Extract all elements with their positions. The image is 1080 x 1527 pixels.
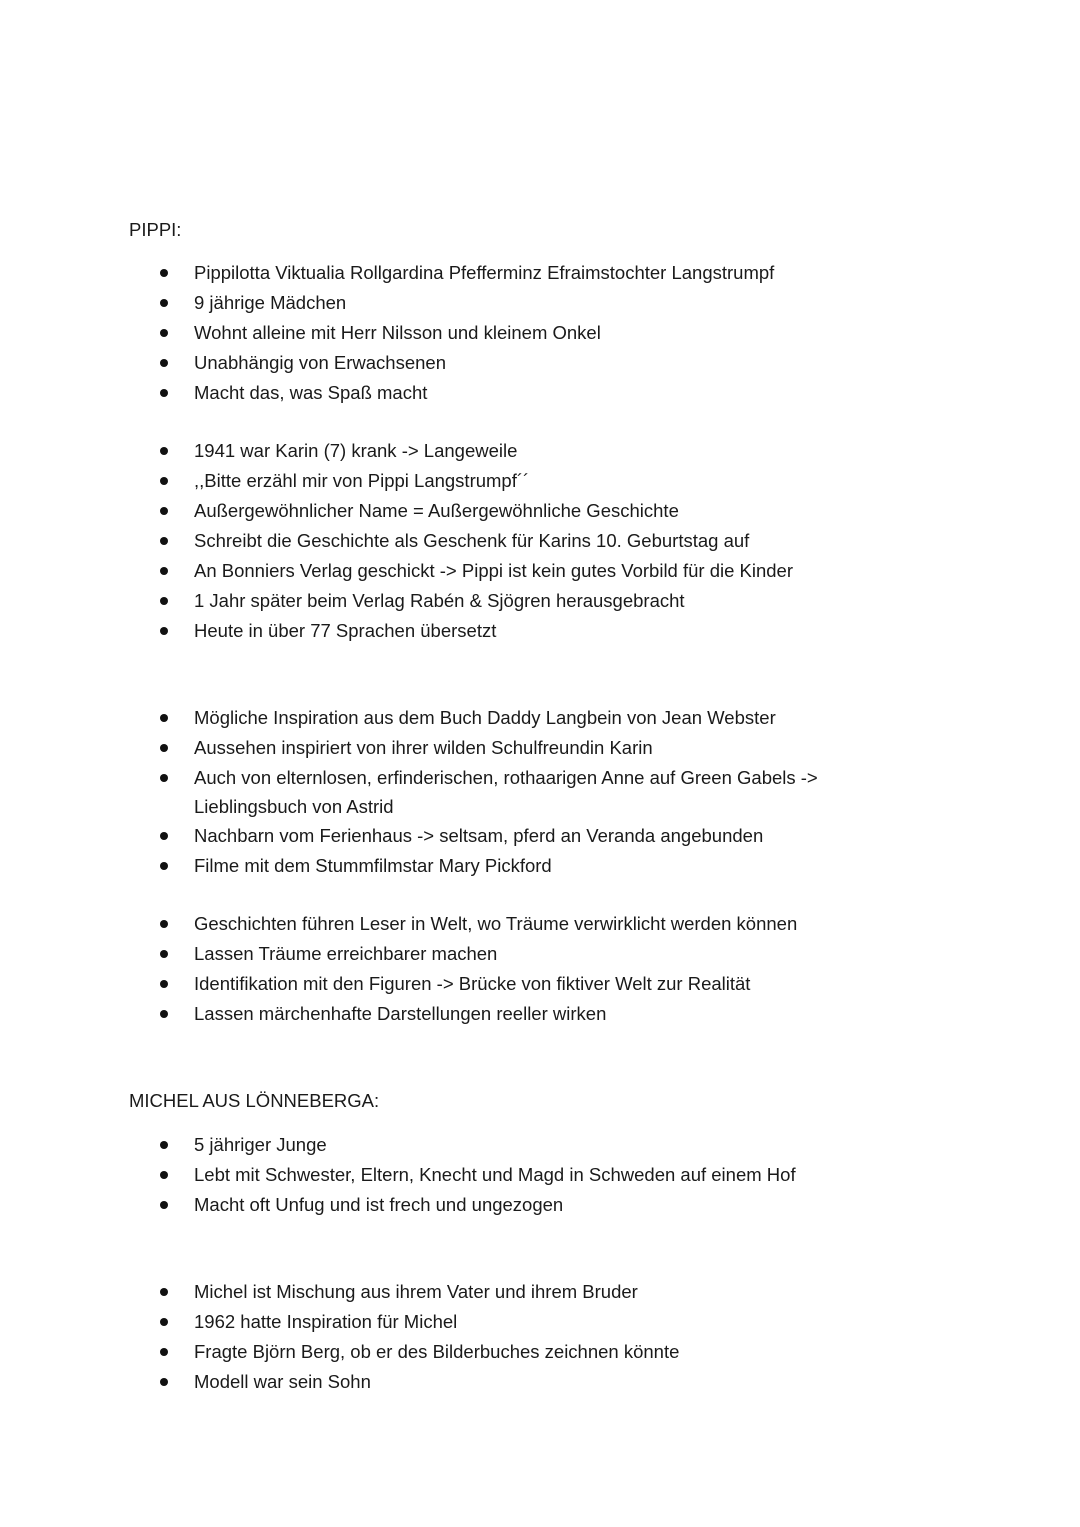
bullet-icon xyxy=(160,774,168,782)
bullet-icon xyxy=(160,1010,168,1018)
list-item: Michel ist Mischung aus ihrem Vater und ihrem Bruder xyxy=(0,1277,884,1307)
list-item: ,,Bitte erzähl mir von Pippi Langstrumpf´´ xyxy=(0,466,884,496)
bullet-icon xyxy=(160,950,168,958)
list-item: Lassen Träume erreichbarer machen xyxy=(0,939,884,969)
bullet-icon xyxy=(160,1318,168,1326)
bullet-icon xyxy=(160,1288,168,1296)
bullet-list-pippi-2 xyxy=(0,436,1080,646)
bullet-list-pippi-1 xyxy=(0,258,1080,408)
bullet-icon xyxy=(160,329,168,337)
bullet-icon xyxy=(160,269,168,277)
bullet-icon xyxy=(160,1378,168,1386)
bullet-icon xyxy=(160,714,168,722)
list-item: 1941 war Karin (7) krank -> Langeweile xyxy=(0,436,884,466)
bullet-icon xyxy=(160,1171,168,1179)
section-heading-michel: MICHEL AUS LÖNNEBERGA: xyxy=(129,1090,380,1111)
list-item: Filme mit dem Stummfilmstar Mary Pickford xyxy=(0,851,884,881)
list-item: 5 jähriger Junge xyxy=(0,1130,884,1160)
section-heading-pippi: PIPPI: xyxy=(129,219,182,240)
bullet-icon xyxy=(160,389,168,397)
bullet-icon xyxy=(160,477,168,485)
bullet-icon xyxy=(160,567,168,575)
list-item: Mögliche Inspiration aus dem Buch Daddy Langbein von Jean Webster xyxy=(0,703,884,733)
list-item: 9 jährige Mädchen xyxy=(0,288,884,318)
bullet-icon xyxy=(160,537,168,545)
bullet-icon xyxy=(160,1201,168,1209)
bullet-list-michel-2 xyxy=(0,1277,1080,1397)
bullet-icon xyxy=(160,447,168,455)
list-item: Modell war sein Sohn xyxy=(0,1367,884,1397)
list-item: Auch von elternlosen, erfinderischen, rothaarigen Anne auf Green Gabels -> Lieblingsbuch von Astrid xyxy=(0,763,884,821)
list-item: Pippilotta Viktualia Rollgardina Pfefferminz Efraimstochter Langstrumpf xyxy=(0,258,884,288)
list-item: Aussehen inspiriert von ihrer wilden Schulfreundin Karin xyxy=(0,733,884,763)
bullet-icon xyxy=(160,1141,168,1149)
bullet-icon xyxy=(160,862,168,870)
bullet-icon xyxy=(160,744,168,752)
bullet-icon xyxy=(160,359,168,367)
bullet-list-michel-1 xyxy=(0,1130,1080,1220)
list-item: Identifikation mit den Figuren -> Brücke von fiktiver Welt zur Realität xyxy=(0,969,884,999)
list-item: Nachbarn vom Ferienhaus -> seltsam, pferd an Veranda angebunden xyxy=(0,821,884,851)
bullet-icon xyxy=(160,1348,168,1356)
list-item: 1962 hatte Inspiration für Michel xyxy=(0,1307,884,1337)
list-item: Macht das, was Spaß macht xyxy=(0,378,884,408)
bullet-icon xyxy=(160,627,168,635)
bullet-icon xyxy=(160,299,168,307)
bullet-icon xyxy=(160,980,168,988)
bullet-list-pippi-4 xyxy=(0,909,1080,1029)
list-item: Wohnt alleine mit Herr Nilsson und kleinem Onkel xyxy=(0,318,884,348)
list-item: Geschichten führen Leser in Welt, wo Träume verwirklicht werden können xyxy=(0,909,884,939)
list-item: Schreibt die Geschichte als Geschenk für Karins 10. Geburtstag auf xyxy=(0,526,884,556)
list-item: Außergewöhnlicher Name = Außergewöhnliche Geschichte xyxy=(0,496,884,526)
list-item: Heute in über 77 Sprachen übersetzt xyxy=(0,616,884,646)
list-item: Fragte Björn Berg, ob er des Bilderbuches zeichnen könnte xyxy=(0,1337,884,1367)
list-item: 1 Jahr später beim Verlag Rabén & Sjögren herausgebracht xyxy=(0,586,884,616)
bullet-icon xyxy=(160,832,168,840)
bullet-icon xyxy=(160,597,168,605)
list-item: Lebt mit Schwester, Eltern, Knecht und Magd in Schweden auf einem Hof xyxy=(0,1160,884,1190)
bullet-icon xyxy=(160,507,168,515)
list-item: Lassen märchenhafte Darstellungen reeller wirken xyxy=(0,999,884,1029)
bullet-icon xyxy=(160,920,168,928)
list-item: Unabhängig von Erwachsenen xyxy=(0,348,884,378)
bullet-list-pippi-3 xyxy=(0,703,1080,881)
list-item: Macht oft Unfug und ist frech und ungezogen xyxy=(0,1190,884,1220)
list-item: An Bonniers Verlag geschickt -> Pippi ist kein gutes Vorbild für die Kinder xyxy=(0,556,884,586)
